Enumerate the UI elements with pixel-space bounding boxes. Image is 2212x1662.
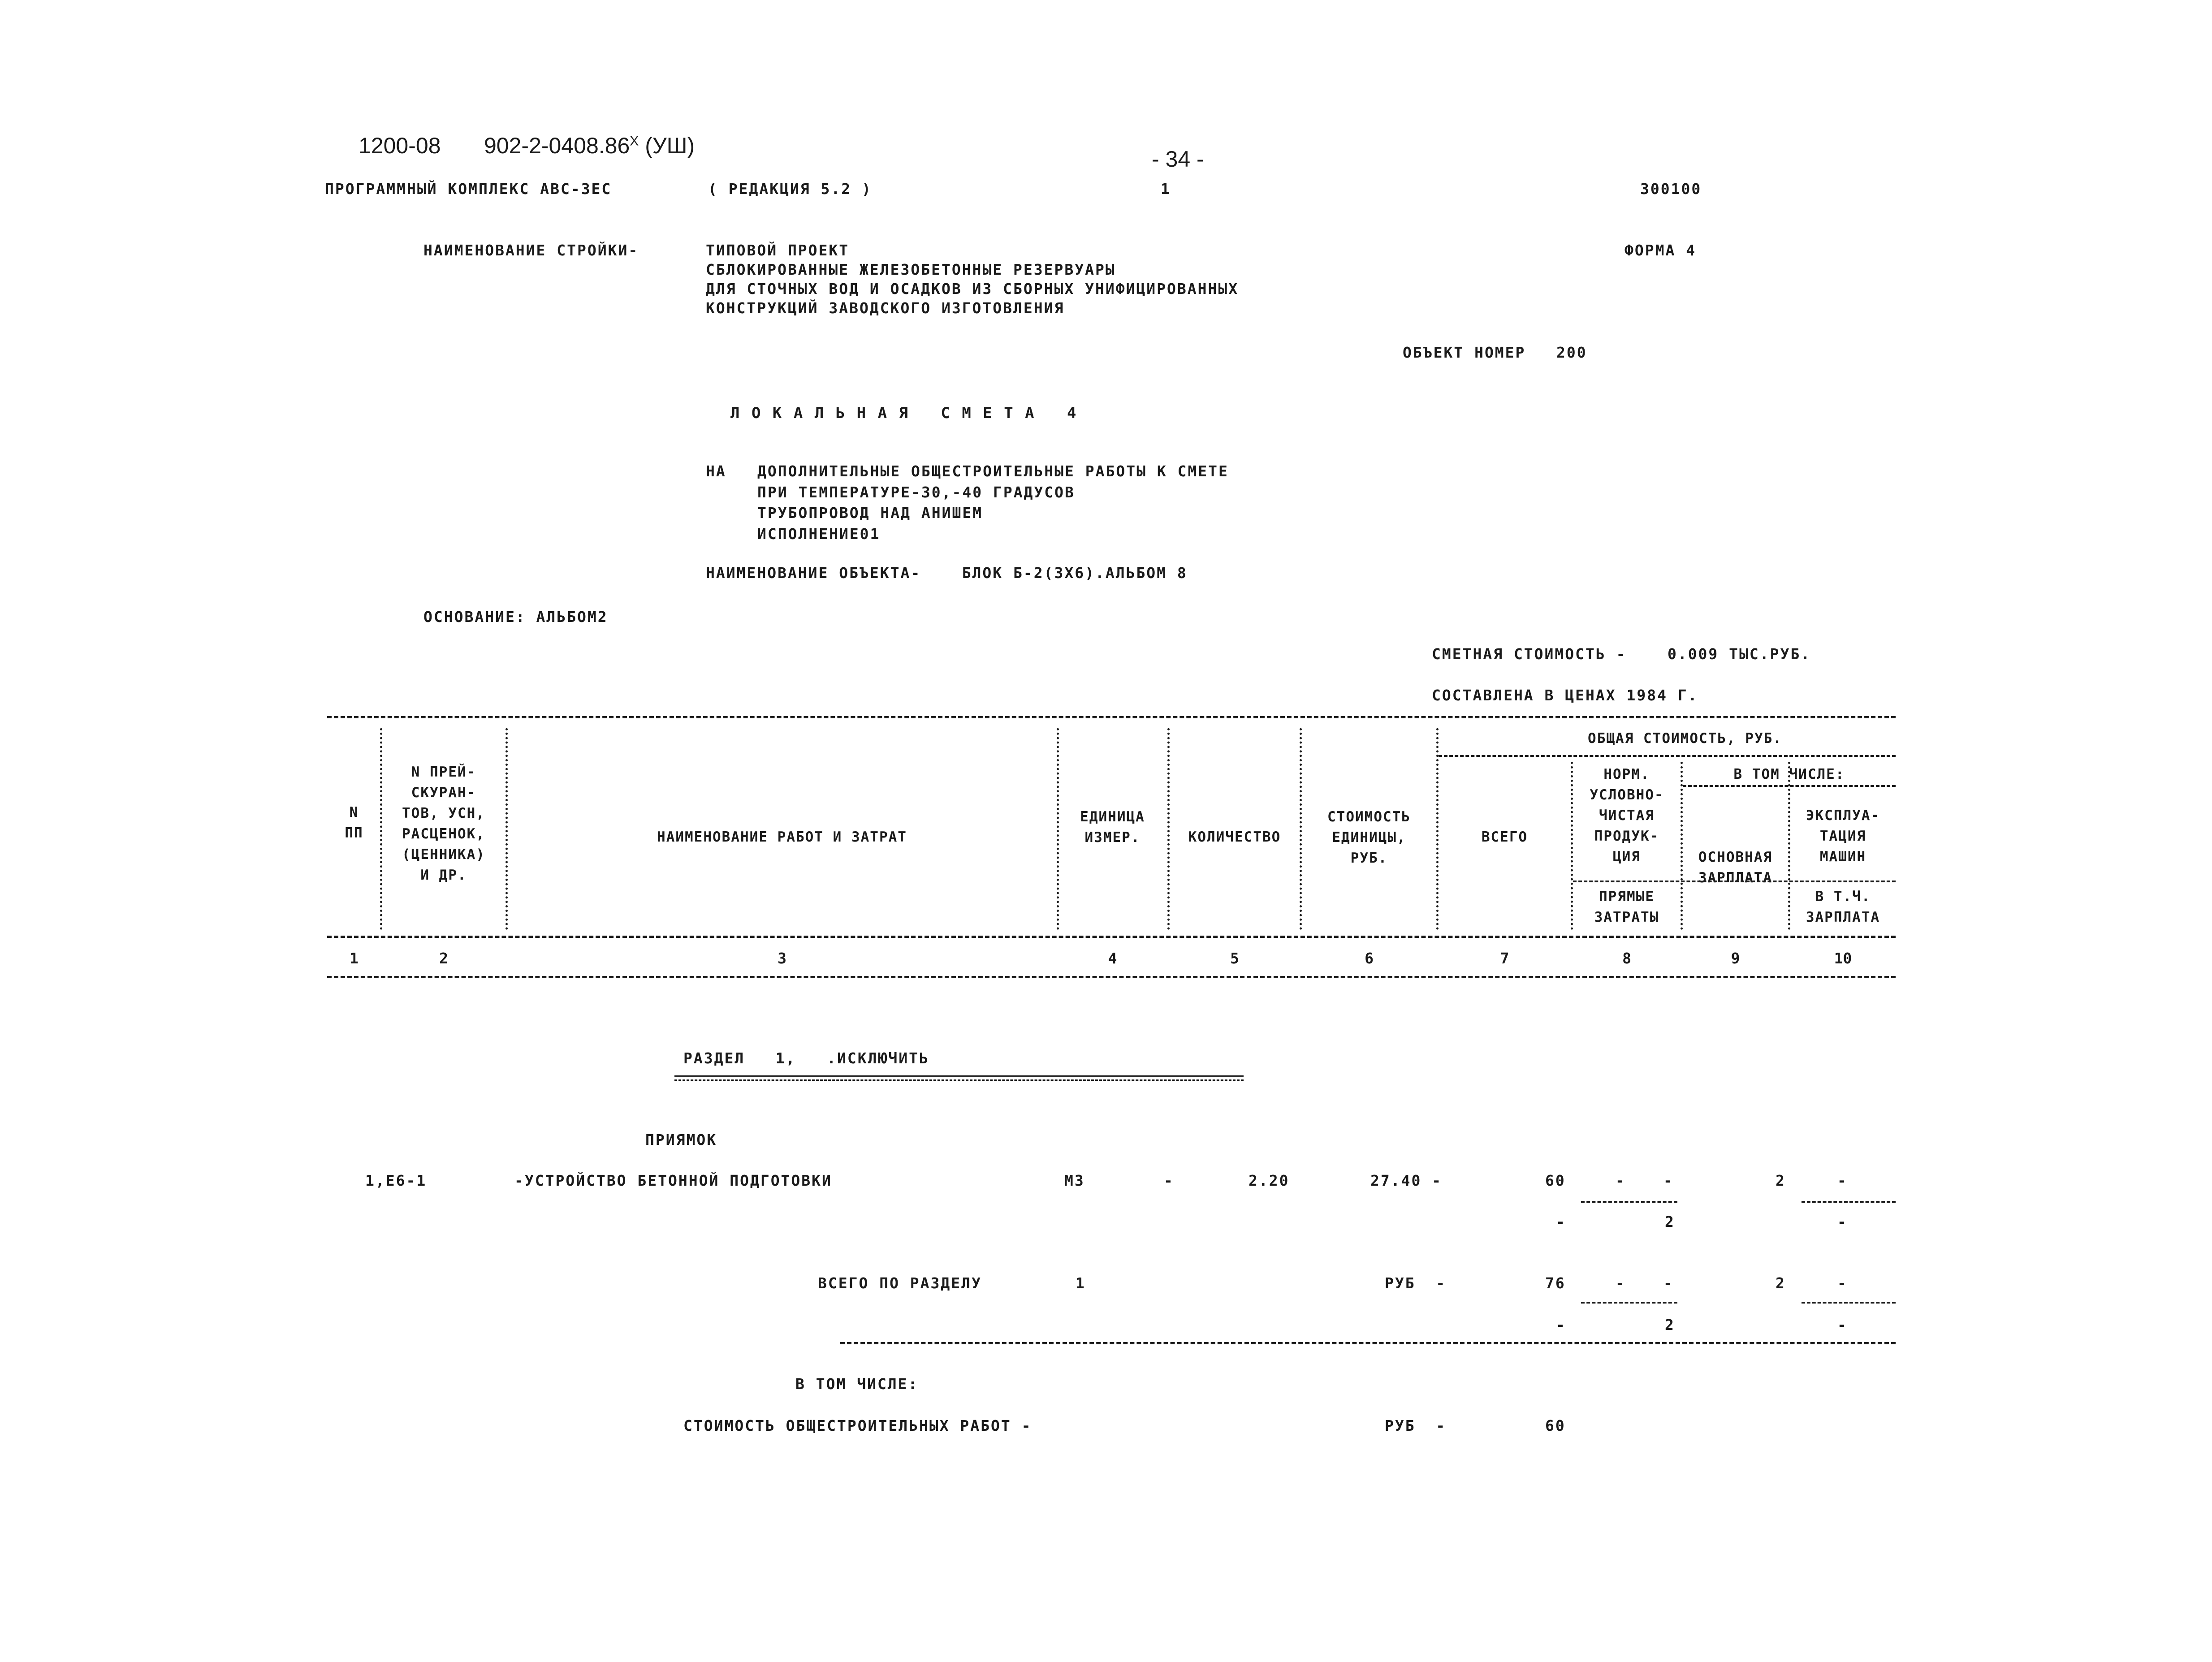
- section-total-col8-second: -: [1556, 1316, 1566, 1334]
- form-number: ФОРМА 4: [1624, 242, 1697, 259]
- col-header-1: N ПП: [345, 804, 363, 841]
- total-underline: [1802, 1302, 1896, 1304]
- doc-code: 1200-08: [359, 133, 441, 158]
- col-header-10a: ЭКСПЛУА- ТАЦИЯ МАШИН: [1806, 807, 1880, 865]
- section-total-value: 76: [1545, 1274, 1566, 1292]
- estimate-subject-line: ИСПОЛНЕНИЕ01: [757, 525, 881, 543]
- estimate-subject-line: ТРУБОПРОВОД НАД АНИШЕМ: [757, 504, 983, 522]
- table-header-rule: [327, 936, 1896, 938]
- row-col10: 2: [1776, 1172, 1786, 1189]
- group-rule: [1439, 755, 1896, 757]
- section-total-col11: -: [1837, 1274, 1848, 1292]
- col-number: 10: [1834, 950, 1852, 967]
- table-top-rule: [327, 716, 1896, 718]
- row-code: 1,Е6-1: [365, 1172, 427, 1189]
- section-total-col10: 2: [1776, 1274, 1786, 1292]
- program-name: ПРОГРАММНЫЙ КОМПЛЕКС АВС-3ЕС: [325, 180, 612, 198]
- basis: ОСНОВАНИЕ: АЛЬБОМ2: [423, 608, 608, 626]
- col-header-2: N ПРЕЙ- СКУРАН- ТОВ, УСН, РАСЦЕНОК, (ЦЕННИКА) И ДР.: [402, 764, 485, 883]
- doc-code-number: 300100: [1640, 180, 1702, 198]
- row-underline: [1581, 1201, 1677, 1203]
- edition: ( РЕДАКЦИЯ 5.2 ): [708, 180, 872, 198]
- including-header: В ТОМ ЧИСЛЕ:: [1733, 766, 1845, 782]
- col-header-8b: ПРЯМЫЕ ЗАТРАТЫ: [1594, 889, 1659, 925]
- construction-line: ТИПОВОЙ ПРОЕКТ: [706, 242, 850, 259]
- row-name: -УСТРОЙСТВО БЕТОННОЙ ПОДГОТОВКИ: [514, 1172, 832, 1189]
- row-col11-second: -: [1837, 1213, 1848, 1230]
- row-underline: [1802, 1201, 1896, 1203]
- price-level: СОСТАВЛЕНА В ЦЕНАХ 1984 Г.: [1432, 686, 1698, 704]
- incl-rule: [1683, 785, 1896, 787]
- col-header-3: НАИМЕНОВАНИЕ РАБОТ И ЗАТРАТ: [657, 829, 907, 845]
- row-col8: -: [1616, 1172, 1626, 1189]
- col-number: 5: [1230, 950, 1239, 967]
- col-number: 7: [1500, 950, 1509, 967]
- row-col8-second: -: [1556, 1213, 1566, 1230]
- col-header-4: ЕДИНИЦА ИЗМЕР.: [1080, 809, 1145, 846]
- estimate-subject-line: ДОПОЛНИТЕЛЬНЫЕ ОБЩЕСТРОИТЕЛЬНЫЕ РАБОТЫ К СМЕТЕ: [757, 462, 1229, 480]
- col-number: 1: [350, 950, 359, 967]
- construction-line: СБЛОКИРОВАННЫЕ ЖЕЛЕЗОБЕТОННЫЕ РЕЗЕРВУАРЫ: [706, 261, 1116, 278]
- table-numbers-rule: [327, 976, 1896, 978]
- col-number: 2: [439, 950, 448, 967]
- general-works-label: СТОИМОСТЬ ОБЩЕСТРОИТЕЛЬНЫХ РАБОТ -: [683, 1417, 1032, 1434]
- col-number: 8: [1622, 950, 1631, 967]
- col-header-9: ОСНОВНАЯ ЗАРПЛАТА: [1698, 849, 1773, 886]
- section-total-col9: -: [1663, 1274, 1674, 1292]
- row-col9-second: 2: [1665, 1213, 1675, 1230]
- total-separator-rule: [840, 1342, 1896, 1344]
- sub-rule: [1573, 881, 1896, 882]
- series-code: [484, 134, 695, 157]
- row-col9: -: [1663, 1172, 1674, 1189]
- col-header-10b: В Т.Ч. ЗАРПЛАТА: [1806, 889, 1880, 925]
- construction-line: КОНСТРУКЦИЙ ЗАВОДСКОГО ИЗГОТОВЛЕНИЯ: [706, 299, 1065, 317]
- estimate-na: НА: [706, 462, 726, 480]
- section-subheading: ПРИЯМОК: [645, 1131, 717, 1148]
- estimate-cost: СМЕТНАЯ СТОИМОСТЬ - 0.009 ТЫС.РУБ.: [1432, 645, 1811, 663]
- column-separator: [505, 728, 508, 930]
- column-separator: [380, 728, 382, 930]
- section-total-col9-second: 2: [1665, 1316, 1675, 1334]
- series-main: 902-2-0408.86: [484, 133, 630, 158]
- row-qty: 2.20: [1249, 1172, 1290, 1189]
- section-total-col8: -: [1616, 1274, 1626, 1292]
- col-number: 6: [1365, 950, 1374, 967]
- general-works-unit: РУБ -: [1385, 1417, 1447, 1434]
- section-total-unit: РУБ -: [1385, 1274, 1447, 1292]
- col-number: 3: [778, 950, 786, 967]
- section-total-num: 1: [1076, 1274, 1086, 1292]
- construction-line: ДЛЯ СТОЧНЫХ ВОД И ОСАДКОВ ИЗ СБОРНЫХ УНИФИЦИРОВАННЫХ: [706, 280, 1239, 298]
- col-number: 9: [1731, 950, 1740, 967]
- row-dash: -: [1164, 1172, 1174, 1189]
- page-number: - 34 -: [1152, 147, 1204, 172]
- col-number: 4: [1108, 950, 1117, 967]
- object-number: ОБЪЕКТ НОМЕР 200: [1403, 344, 1587, 361]
- series-sup: X: [630, 134, 639, 149]
- row-total: 60: [1545, 1172, 1566, 1189]
- total-underline: [1581, 1302, 1677, 1304]
- sheet-number: 1: [1161, 180, 1171, 198]
- col-header-5: КОЛИЧЕСТВО: [1188, 829, 1281, 845]
- col-header-7: ВСЕГО: [1481, 829, 1528, 845]
- col-header-8a: НОРМ. УСЛОВНО- ЧИСТАЯ ПРОДУК- ЦИЯ: [1590, 766, 1664, 865]
- row-col11: -: [1837, 1172, 1848, 1189]
- column-separator: [1057, 728, 1059, 930]
- series-suffix: (УШ): [645, 133, 695, 158]
- section-total-label: ВСЕГО ПО РАЗДЕЛУ: [818, 1274, 982, 1292]
- section-title: РАЗДЕЛ 1, .ИСКЛЮЧИТЬ: [683, 1049, 929, 1067]
- row-unit: М3: [1064, 1172, 1085, 1189]
- section-total-col11-second: -: [1837, 1316, 1848, 1334]
- general-works-value: 60: [1545, 1417, 1566, 1434]
- col-header-6: СТОИМОСТЬ ЕДИНИЦЫ, РУБ.: [1327, 809, 1411, 866]
- total-group-header: ОБЩАЯ СТОИМОСТЬ, РУБ.: [1588, 730, 1782, 747]
- estimate-title: Л О К А Л Ь Н А Я С М Е Т А 4: [730, 404, 1078, 422]
- construction-label: НАИМЕНОВАНИЕ СТРОЙКИ-: [423, 242, 639, 259]
- object-name: НАИМЕНОВАНИЕ ОБЪЕКТА- БЛОК Б-2(3Х6).АЛЬБОМ 8: [706, 564, 1188, 582]
- column-separator: [1681, 762, 1683, 930]
- including-label: В ТОМ ЧИСЛЕ:: [795, 1375, 919, 1393]
- row-price: 27.40 -: [1370, 1172, 1443, 1189]
- estimate-subject-line: ПРИ ТЕМПЕРАТУРЕ-30,-40 ГРАДУСОВ: [757, 483, 1075, 501]
- section-underline: [674, 1075, 1244, 1081]
